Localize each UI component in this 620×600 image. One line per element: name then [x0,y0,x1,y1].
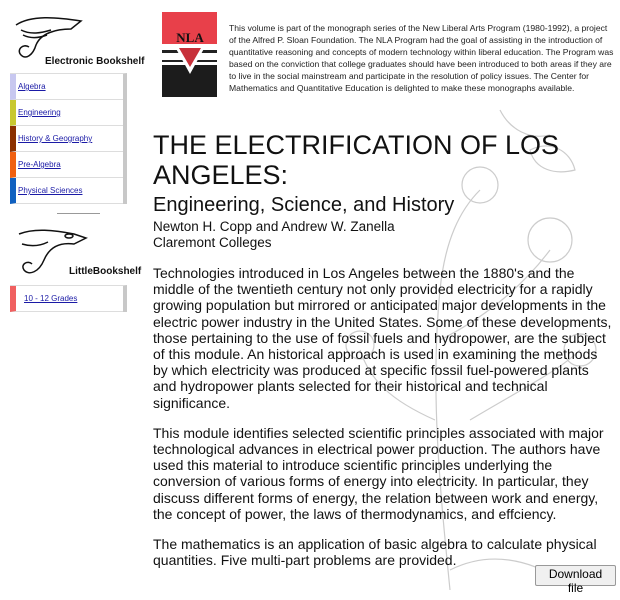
link-history-geography[interactable]: History & Geography [18,134,93,143]
link-algebra[interactable]: Algebra [18,82,46,91]
nla-logo [162,12,217,97]
electronic-bookshelf-title: Electronic Bookshelf [45,56,145,67]
electronic-bookshelf-menu [10,73,127,204]
menu-item-pre-algebra[interactable] [10,152,123,178]
nla-logo-text: NLA [176,30,204,45]
sidebar-divider [57,213,100,214]
page-subtitle: Engineering, Science, and History [153,194,455,216]
intro-text: This volume is part of the monograph series of the New Liberal Arts Program (1980-1992), a project of the Alfred P. Sloan Foundation. The NLA Program had the goal of assisting in the introduction of quantitative reasoning and concepts of modern technology within liberal education. The Program was based on the conviction that college graduates should have been introduced to both areas if they are to live in the social mainstream and participate in the resolution of policy issues. The Center for Mathematics and Quantitative Education is delighted to make these monographs available. [229,23,614,93]
description [153,265,615,582]
institution: Claremont Colleges [153,235,272,250]
little-bookshelf-title: LittleBookshelf [69,266,142,277]
author-names: Newton H. Copp and Andrew W. Zanella [153,219,395,234]
page-title: THE ELECTRIFICATION OF LOS ANGELES: [153,130,560,190]
little-bookshelf-menu [10,285,127,312]
download-file-button[interactable]: Download file [535,565,616,586]
menu-item-engineering[interactable] [10,100,123,126]
menu-item-history-geography[interactable] [10,126,123,152]
menu-item-10-12-grades[interactable] [10,286,123,312]
menu-item-algebra[interactable] [10,74,123,100]
link-10-12-grades[interactable]: 10 - 12 Grades [24,294,78,303]
menu-item-physical-sciences[interactable] [10,178,123,204]
authors [153,219,395,251]
link-physical-sciences[interactable]: Physical Sciences [18,186,83,195]
paragraph: This module identifies selected scientific principles associated with major technological advances in electrical power production. The authors have used this material to introduce scientific principles underlying the conversion of various forms of energy into electricity. In particular, they discuss different forms of energy, the relation between work and energy, the concept of power, the laws of thermodynamics, and effciency. [153,424,604,522]
paragraph: Technologies introduced in Los Angeles between the 1880's and the middle of the twentieth century not only provided electricity for a rapidly growing population but mirrored or anticipated major developments in the electric power industry in the United States. Some of these developments, those pertaining to the use of fossil fuels and hydropower, are the subject of this module. An historical approach is used in examining the methods by which electricity was produced at specific fossil fuel-powered plants and hydropower plants selected for their historical and technical significance. [153,265,612,411]
link-pre-algebra[interactable]: Pre-Algebra [18,160,61,169]
link-engineering[interactable]: Engineering [18,108,61,117]
paragraph: The mathematics is an application of basic algebra to calculate physical quantities. Five multi-part problems are provided. [153,536,597,569]
